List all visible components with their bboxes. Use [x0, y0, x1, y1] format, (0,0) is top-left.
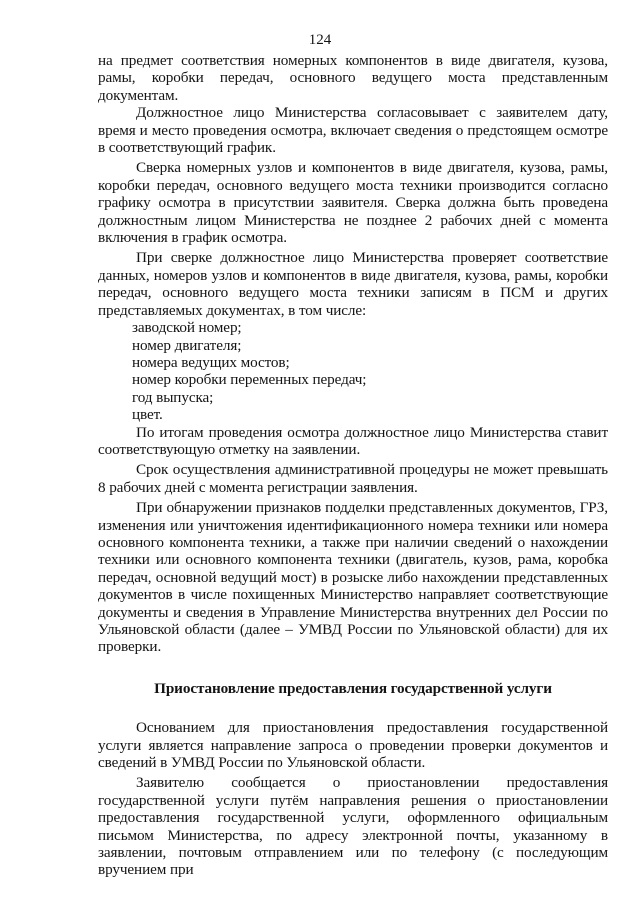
inspection-items-list [98, 319, 608, 423]
list-item: заводской номер; [132, 319, 242, 337]
paragraph: Должностное лицо Министерства согласовывает с заявителем дату, время и место проведения осмотра, включает сведения о предстоящем осмотре в соответствующий график. [98, 104, 608, 157]
paragraph: При обнаружении признаков подделки представленных документов, ГРЗ, изменения или уничтожения идентификационного номера техники или номера основного компонента техники, а также при наличии сведений о нахождении техники или основного компонента техники (двигатель, кузов, рама, коробка передач, основной ведущий мост) в розыске либо нахождении представленных документов в числе похищенных Министерство направляет соответствующие документы и сведения в Управление Министерства внутренних дел России по Ульяновской области (далее – УМВД России по Ульяновской области) для их проверки. [98, 499, 608, 656]
section-heading: Приостановление предоставления государственной услуги [154, 679, 552, 697]
paragraph: Заявителю сообщается о приостановлении предоставления государственной услуги путём направления решения о приостановлении предоставления государственной услуги, оформленного официальным письмом Министерства, по адресу электронной почты, указанному в заявлении, почтовым отправлением или по телефону (с последующим вручением при [98, 774, 608, 879]
paragraph: на предмет соответствия номерных компонентов в виде двигателя, кузова, рамы, коробки передач, основного ведущего моста представленным документам. [98, 52, 608, 104]
paragraph: При сверке должностное лицо Министерства проверяет соответствие данных, номеров узлов и компонентов в виде двигателя, кузова, рамы, коробки передач, основного ведущего моста техники записям в ПСМ и других представляемых документах, в том числе: [98, 249, 608, 319]
list-item: номер двигателя; [132, 336, 242, 354]
paragraph: Срок осуществления административной процедуры не может превышать 8 рабочих дней с момента регистрации заявления. [98, 461, 608, 496]
paragraph: Основанием для приостановления предоставления государственной услуги является направление запроса о проведении проверки документов и сведений в УМВД России по Ульяновской области. [98, 719, 608, 772]
paragraph: По итогам проведения осмотра должностное лицо Министерства ставит соответствующую отметку на заявлении. [98, 423, 608, 458]
list-item: год выпуска; [132, 388, 214, 406]
list-item: номера ведущих мостов; [132, 353, 290, 371]
page-number: 124 [308, 32, 332, 48]
list-item: цвет. [132, 406, 163, 424]
paragraph: Сверка номерных узлов и компонентов в виде двигателя, кузова, рамы, коробки передач, основного ведущего моста техники производится согласно графику осмотра в присутствии заявителя. Сверка должна быть проведена должностным лицом Министерства не позднее 2 рабочих дней с момента включения в график осмотра. [98, 159, 608, 247]
document-body [98, 52, 608, 879]
list-item: номер коробки переменных передач; [132, 371, 367, 389]
